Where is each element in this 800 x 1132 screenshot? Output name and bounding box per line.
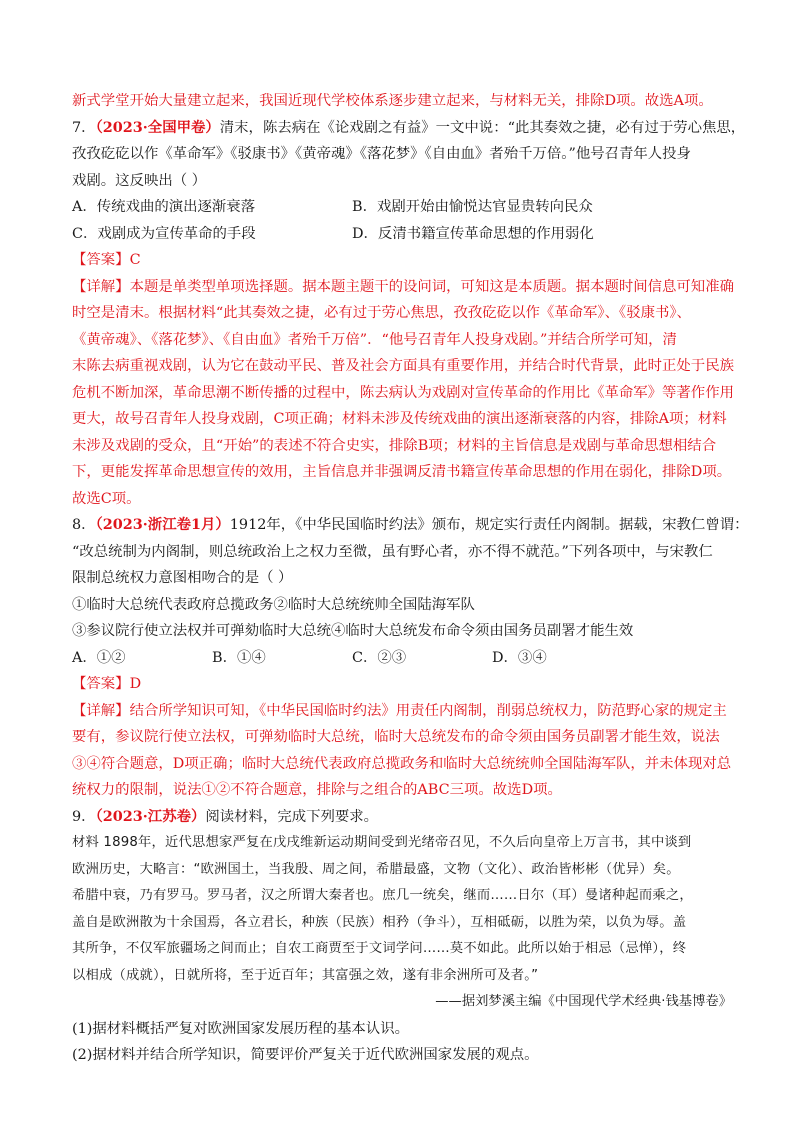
option-b: B．①④ [212, 649, 266, 666]
option-a: A．①② [72, 649, 126, 666]
question-stem-line [72, 512, 749, 539]
detail-line: ③④符合题意，D项正确；临时大总统代表政府总揽政务和临时大总统统帅全国陆海军队，并未体现对总 [72, 755, 732, 772]
material-line: 欧洲历史，大略言：“欧洲国土，当我殷、周之间，希腊最盛，文物（文化）、政治皆彬彬（优异）矣。 [72, 861, 680, 877]
detail-line: 故选C项。 [72, 490, 141, 507]
detail-line: 【详解】本题是单类型单项选择题。据本题主题干的设问词，可知这是本质题。据本题时间信息可知准确 [72, 278, 734, 295]
question-source: （2023·江苏卷） [95, 807, 206, 825]
question-stem-line: 孜孜矻矻以作《革命军》《驳康书》《黄帝魂》《落花梦》《自由血》者殆千万倍。”他号召青年人投身 [72, 146, 691, 162]
detail-line: 【详解】结合所学知识可知，《中华民国临时约法》用责任内阁制，削弱总统权力，防范野心家的规定主 [72, 702, 727, 719]
question-stem-text: 清末，陈去病在《论戏剧之有益》一文中说：“此其奏效之捷，必有过于劳心焦思， [219, 119, 746, 136]
question-stem-line [72, 115, 746, 142]
requirement-line: (1)据材料概括严复对欧洲国家发展历程的基本认识。 [72, 1020, 409, 1037]
requirement-line: (2)据材料并结合所学知识，简要评价严复关于近代欧洲国家发展的观点。 [72, 1047, 539, 1063]
detail-line: 《黄帝魂》、《落花梦》、《自由血》者殆千万倍”．“他号召青年人投身戏剧。”并结合所学可知，清 [72, 331, 677, 348]
material-line: 材料 1898年，近代思想家严复在戊戌维新运动期间受到光绪帝召见，不久后向皇帝上万言书，其中谈到 [72, 835, 692, 850]
question-7 [72, 115, 746, 513]
options-row [72, 221, 732, 248]
answer-line: 【答案】C [72, 252, 141, 268]
question-number: 8． [72, 517, 96, 533]
option-d: D．反清书籍宣传革命思想的作用弱化 [352, 225, 594, 242]
detail-line: 危机不断加深，革命思潮不断传播的过程中，陈去病认为戏剧对宣传革命的作用比《革命军》等著作作用 [72, 384, 734, 401]
question-stem-text: 阅读材料，完成下列要求。 [205, 808, 379, 825]
question-number: 9． [72, 808, 96, 825]
question-number: 7． [72, 119, 96, 136]
question-stem-line: 戏剧。这反映出（ ） [72, 172, 207, 189]
question-source: （2023·全国甲卷） [95, 118, 220, 136]
detail-line: 下，更能发挥革命思想宣传的效用，主旨信息并非强调反清书籍宣传革命思想的作用在弱化，排除D项。 [72, 464, 732, 480]
question-9 [72, 804, 732, 1069]
detail-line: 要有，参议院行使立法权，可弹劾临时大总统，临时大总统发布的命令须由国务员副署才能生效，说法 [72, 729, 720, 745]
material-line: 盖自是欧洲散为十余国焉，各立君长，种族（民族）相矜（争斗），互相砥砺，以胜为荣，以负为辱。盖 [72, 914, 687, 930]
detail-line: 统权力的限制，说法①②不符合题意，排除与之组合的ABC三项。故选D项。 [72, 782, 562, 798]
material-line: 其所争，不仅军旅疆场之间而止；自农工商贾至于文词学问……莫不如此。此所以始于相忌（忌惮），终 [72, 941, 687, 956]
options-row [72, 645, 732, 672]
question-stem-text: 1912年，《中华民国临时约法》颁布，规定实行责任内阁制。据载，宋教仁曾谓： [229, 517, 749, 533]
option-b: B．戏剧开始由愉悦达官显贵转向民众 [352, 199, 593, 215]
options-row [72, 194, 732, 221]
previous-answer-tail: 新式学堂开始大量建立起来，我国近现代学校体系逐步建立起来，与材料无关，排除D项。故选A项。 [72, 93, 713, 109]
numbered-items-line: ①临时大总统代表政府总揽政务②临时大总统统帅全国陆海军队 [72, 596, 475, 613]
question-stem-line: 限制总统权力意图相吻合的是（ ） [72, 570, 293, 586]
numbered-items-line: ③参议院行使立法权并可弹劾临时大总统④临时大总统发布命令须由国务员副署才能生效 [72, 623, 634, 639]
material-line: 以相成（成就），日就所将，至于近百年；其富强之效，遂有非余洲所可及者。” [72, 967, 539, 983]
answer-line: 【答案】D [72, 676, 142, 692]
option-d: D．③④ [492, 649, 547, 666]
option-c: C．②③ [352, 649, 407, 666]
detail-line: 时空是清末。根据材料“此其奏效之捷，必有过于劳心焦思，孜孜矻矻以作《革命军》、《驳康书》、 [72, 305, 691, 321]
question-8 [72, 512, 749, 804]
material-source: ——据刘梦溪主编《中国现代学术经典·钱基博卷》 [435, 994, 732, 1009]
question-stem-line [72, 804, 732, 831]
question-stem-line: “改总统制为内阁制，则总统政治上之权力至微，虽有野心者，亦不得不就范。”下列各项中，与宋教仁 [72, 543, 713, 560]
document-page [72, 88, 749, 1069]
option-a: A．传统戏曲的演出逐渐衰落 [72, 199, 256, 215]
question-source: （2023·浙江卷1月） [95, 516, 230, 533]
option-c: C．戏剧成为宣传革命的手段 [72, 225, 256, 242]
detail-line: 末陈去病重视戏剧，认为它在鼓动平民、普及社会方面具有重要作用，并结合时代背景，此时正处于民族 [72, 358, 734, 374]
material-line: 希腊中衰，乃有罗马。罗马者，汉之所谓大秦者也。庶几一统矣，继而……日尔（耳）曼诸种起而乘之， [72, 888, 693, 903]
detail-line: 未涉及戏剧的受众，且“开始”的表述不符合史实，排除B项；材料的主旨信息是戏剧与革命思想相结合 [72, 437, 717, 454]
detail-line: 更大，故号召青年人投身戏剧，C项正确；材料未涉及传统戏曲的演出逐渐衰落的内容，排除A项；材料 [72, 411, 727, 427]
